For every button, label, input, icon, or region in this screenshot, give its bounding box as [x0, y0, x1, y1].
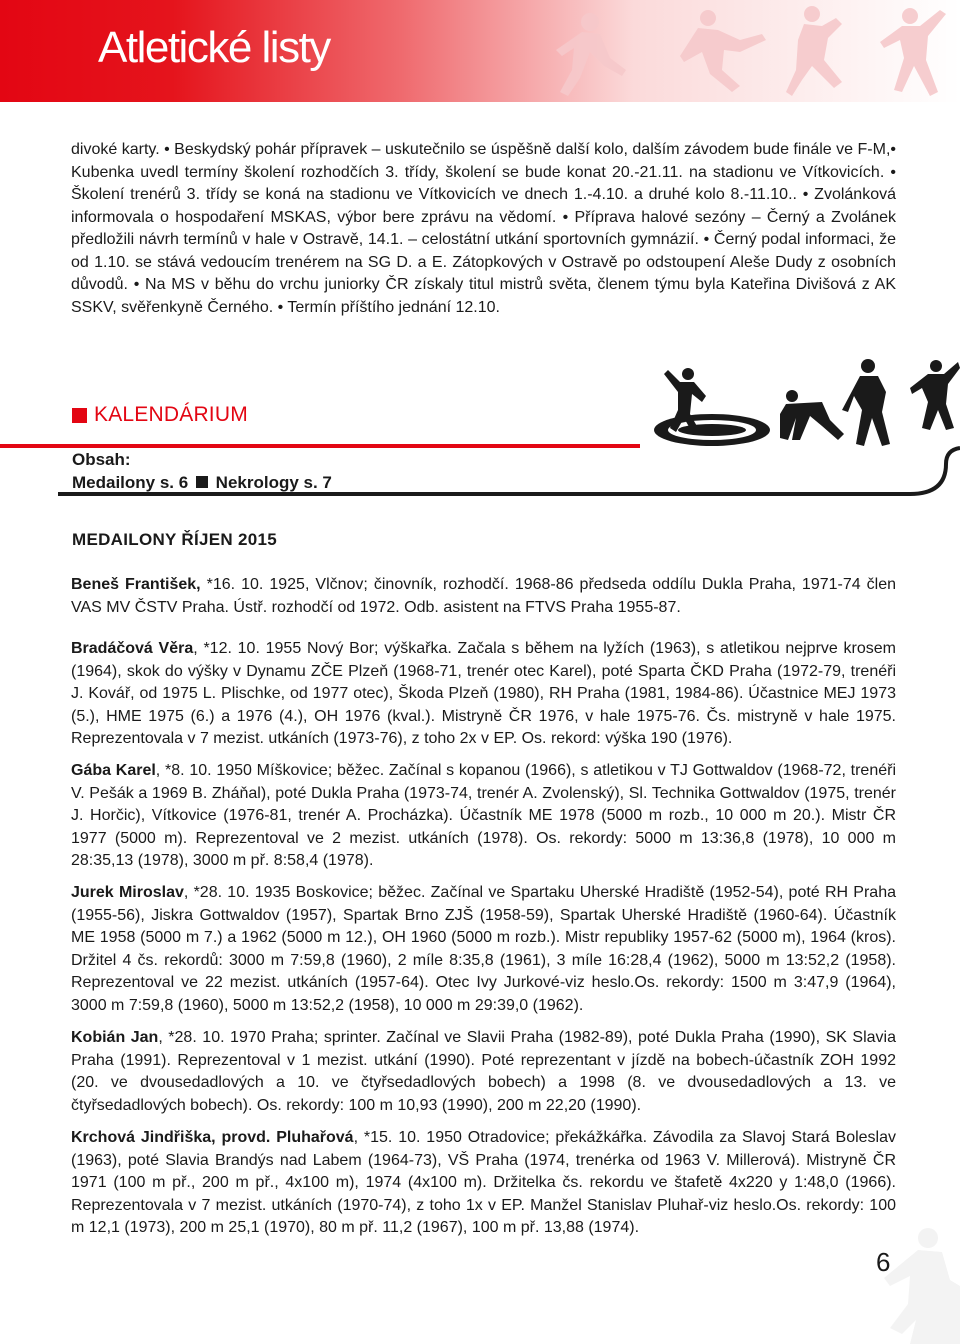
entry-name: Beneš František,	[71, 576, 201, 593]
contents-item-medailony[interactable]: Medailony s. 6	[72, 473, 189, 492]
entry-text: , *28. 10. 1935 Boskovice; běžec. Začínal ve Spartaku Uherské Hradiště (1952-54), poté RH Praha (1955-56), Jiskra Gottwaldov (1957), Spartak Brno ZJŠ (1958-59), Spartak Uherské Hradiště (1960-64). Účastník ME 1958 (5000 m 7.) a 1962 (5000 m 12.), OH 1960 (5000 m rozb.). Mistr republiky 1957-62 (5000 m), 1964 (kros). Držitel 4 čs. rekordů: 3000 m 7:59,8 (1960), 2 míle 8:35,8 (1961), 3 míle 16:28,4 (1962), 5000 m 13:52,2 (1958). Reprezentoval ve 22 mezist. utkáních (1957-64). Otec Ivy Jurkové-viz heslo.Os. rekordy: 1500 m 3:47,9 (1964), 3000 m 7:59,8 (1960), 5000 m 13:52,2 (1958), 10 000 m 29:39,0 (1962).	[71, 884, 896, 1014]
athletes-pictogram-decoration	[640, 352, 960, 452]
black-square-icon	[196, 476, 208, 488]
page-number: 6	[876, 1247, 891, 1277]
entry-text: *16. 10. 1925, Vlčnov; činovník, rozhodčí. 1968-86 předseda oddílu Dukla Praha, 1971-74 člen VAS MV ČSTV Praha. Ústř. rozhodčí od 1972. Odb. asistent na FTVS Praha 1955-87.	[71, 576, 897, 616]
entry-kobian	[71, 1027, 896, 1117]
entry-name: Kobián Jan	[71, 1029, 159, 1046]
contents-label: Obsah:	[72, 450, 131, 469]
entry-benes	[71, 574, 896, 619]
entry-name: Bradáčová Věra	[71, 640, 194, 657]
contents-items	[72, 471, 332, 494]
entry-name: Gába Karel	[71, 762, 156, 779]
entry-name: Jurek Miroslav	[71, 884, 184, 901]
entry-text: , *12. 10. 1955 Nový Bor; výškařka. Začala s během na lyžích (1963), s atletikou nejprve krosem (1964), skok do výšky v Dynamu ZČE Plzeň (1968-71, trenér otec Karel), poté Sparta ČKD Praha (1972-79, trenéři J. Kovář, od 1975 L. Plischke, od 1977 otec), Škoda Plzeň (1980), RH Praha (1981, 1984-86). Účastnice MEJ 1973 (5.), HME 1975 (6.) a 1976 (4.), OH 1976 (kval.). Mistryně ČR 1976, v hale 1975-76. Čs. mistryně v hale 1975. Reprezentovala v 7 mezist. utkáních (1973-76), z toho 2x v EP. Os. rekord: výška 190 (1976).	[71, 640, 896, 748]
publication-title: Atletické listy	[98, 23, 330, 72]
header-banner	[0, 0, 960, 102]
entry-jurek	[71, 882, 896, 1018]
section-title	[72, 399, 248, 431]
contents-item-nekrology[interactable]: Nekrology s. 7	[215, 473, 332, 492]
red-square-icon	[72, 408, 87, 423]
section-title-label: KALENDÁRIUM	[94, 403, 248, 426]
medailony-heading: MEDAILONY ŘÍJEN 2015	[72, 530, 278, 549]
intro-paragraph: divoké karty. • Beskydský pohár přípravek – uskutečnilo se úspěšně další kolo, dalším závodem bude finále ve F-M,• Kubenka uvedl termíny školení rozhodčích 3. třídy, školení se bude konat 20.-21.11. na stadionu ve Vítkovicích. • Školení trenérů 3. třídy se koná na stadionu ve Vítkovicích ve dnech 1.-4.10. a druhé kolo 8.-11.10.. • Zvolánková informovala o hospodaření MSKAS, výbor bere zprávu na vědomí. • Příprava halové sezóny – Černý a Zvolánek předložili návrh termínů v hale v Ostravě, 14.1. – celostátní utkání sportovních gymnázií. • Černý podal informaci, že od 1.10. se stává vedoucím trenérem na SG D. a E. Zátopkových v Ostravě po odstoupení Aleše Dudy z osobních důvodů. • Na MS v běhu do vrchu juniorky ČR získaly titul mistrů světa, členem týmu byla Kateřina Divišová z AK SSKV, svěřenkyně Černého. • Termín příštího jednání 12.10.	[71, 141, 896, 316]
entry-krchova	[71, 1127, 896, 1240]
contents-box	[72, 448, 332, 494]
entry-text: , *28. 10. 1970 Praha; sprinter. Začínal ve Slavii Praha (1982-89), poté Dukla Praha (1990), SK Slavia Praha (1991). Reprezentoval v 1 mezist. utkání (1990). Poté reprezentant v jízdě na bobech-účastník ZOH 1992 (20. ve dvousedadlových a 10. ve čtyřsedadlových bobech) a 1998 (8. ve dvousedadlových a 13. ve čtyřsedadlových bobech). Os. rekordy: 100 m 10,93 (1990), 200 m 22,20 (1990).	[71, 1029, 897, 1114]
page-runner-watermark	[850, 1224, 960, 1344]
entry-text: , *8. 10. 1950 Míškovice; běžec. Začínal s kopanou (1966), s atletikou v TJ Gottwaldov (1968-72, trenéři V. Pešák a 1969 B. Zháňal), poté Dukla Praha (1973-74, trenér A. Zvolenský), Sl. Technika Gottwaldov (1975, trenér J. Horčic), Vítkovice (1976-81, trenér A. Procházka). Účastník ME 1978 (5000 m rozb., 10 000 m 20.). Mistr ČR 1977 (5000 m). Reprezentoval ve 2 mezist. utkáních (1978). Os. rekordy: 5000 m 13:36,8 (1978), 10 000 m 28:35,13 (1978), 3000 m př. 8:58,4 (1978).	[71, 762, 896, 870]
entry-name: Krchová Jindřiška, provd. Pluhařová	[71, 1129, 354, 1146]
athlete-silhouettes-decoration	[440, 0, 960, 102]
entry-bradacova	[71, 638, 896, 751]
entry-text: , *15. 10. 1950 Otradovice; překážkářka. Závodila za Slavoj Stará Boleslav (1963), poté Slavia Brandýs nad Labem (1964-73), VŠ Praha (1974, trenérka od 1963 V. Millerová). Mistryně ČR 1971 (100 m př., 200 m př., 4x100 m), 1974 (4x100 m). Držitelka čs. rekordu ve štafetě 4x220 y 1:48,0 (1966). Reprezentovala v 7 mezist. utkáních (1970-74), z toho 1x v EP. Manžel Stanislav Pluhař-viz heslo.Os. rekordy: 100 m 12,1 (1973), 200 m 25,1 (1970), 80 m př. 11,2 (1967), 100 m př. 13,88 (1974).	[71, 1129, 897, 1237]
entry-gaba	[71, 760, 896, 873]
